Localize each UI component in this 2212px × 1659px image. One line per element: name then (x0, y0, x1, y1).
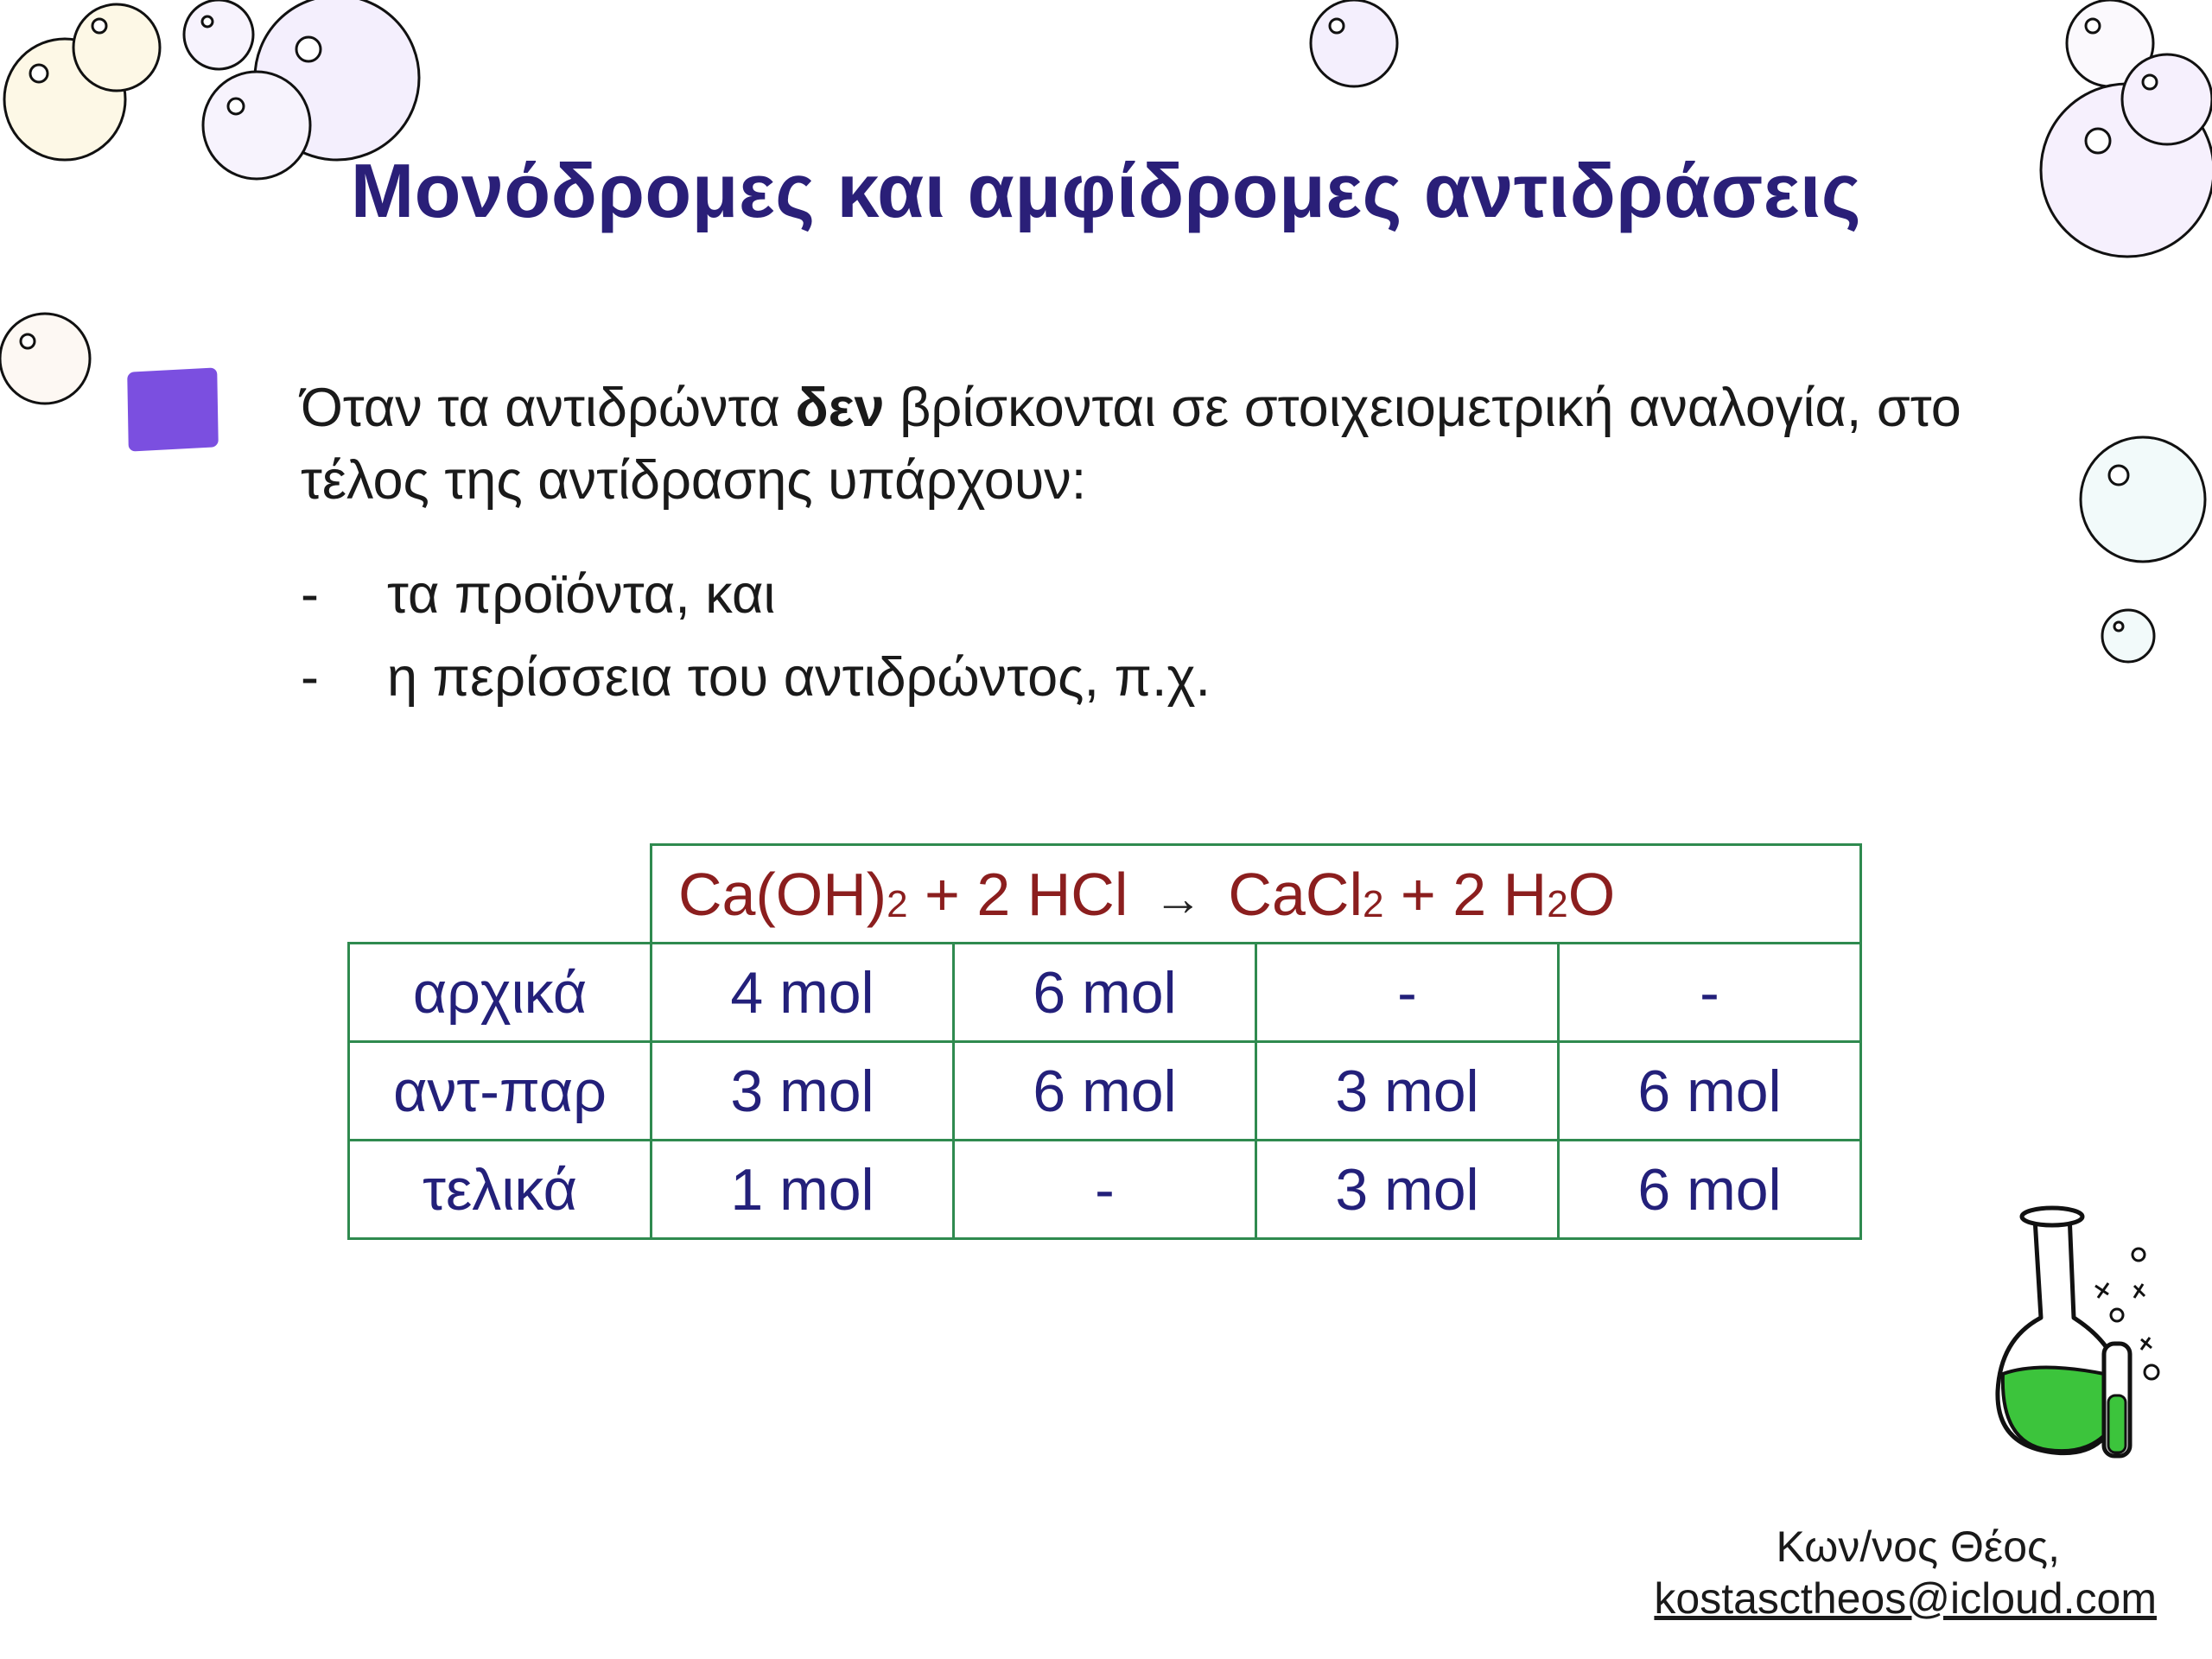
reactant-1: Ca(OH) (678, 860, 887, 928)
list-dash: - (301, 647, 319, 708)
row-label: αντ-παρ (349, 1042, 652, 1141)
table-cell: - (1256, 944, 1559, 1042)
table-cell: - (1559, 944, 1861, 1042)
author-email-link[interactable]: kostasctheos@icloud.com (1654, 1574, 2157, 1623)
table-cell: 6 mol (954, 944, 1256, 1042)
row-label: τελικά (349, 1141, 652, 1239)
reaction-equation (652, 845, 1861, 944)
table-cell: 6 mol (1559, 1141, 1861, 1239)
paragraph-bold-word: δεν (795, 378, 885, 438)
product-2-end: O (1567, 860, 1616, 928)
paragraph-text-start: Όταν τα αντιδρώντα (301, 378, 796, 438)
table-cell: 3 mol (1256, 1042, 1559, 1141)
product-1-subscript: 2 (1363, 882, 1384, 925)
product-2: + 2 H (1383, 860, 1548, 928)
table-cell: 3 mol (652, 1042, 954, 1141)
table-cell: 3 mol (1256, 1141, 1559, 1239)
paragraph-text-end: βρίσκονται σε στοιχειομετρική αναλογία, στο τέλος της αντίδρασης υπάρχουν: (301, 378, 1961, 511)
product-1: CaCl (1228, 860, 1363, 928)
reactant-1-subscript: 2 (887, 882, 908, 925)
reaction-arrow-icon: → (1154, 870, 1203, 925)
table-cell: 6 mol (1559, 1042, 1861, 1141)
intro-paragraph (301, 372, 2029, 517)
equation-row (349, 845, 1861, 944)
list-item-text: η περίσσεια του αντιδρώντος, π.χ. (387, 647, 1211, 708)
table-row (349, 1042, 1861, 1141)
product-2-subscript: 2 (1547, 882, 1568, 925)
table-cell: 4 mol (652, 944, 954, 1042)
bullet-square (127, 367, 219, 451)
row-label: αρχικά (349, 944, 652, 1042)
empty-corner-cell (349, 845, 652, 944)
list-item-text: τα προϊόντα, και (387, 564, 776, 625)
flask-icon (1987, 1201, 2177, 1486)
author-credit (1654, 1521, 2157, 1624)
table-cell: 6 mol (954, 1042, 1256, 1141)
table-cell: 1 mol (652, 1141, 954, 1239)
table-cell: - (954, 1141, 1256, 1239)
stoichiometry-table (347, 843, 1862, 1240)
list-item (301, 553, 1211, 636)
list-item (301, 636, 1211, 719)
result-list (301, 553, 1211, 719)
reactant-2: + 2 HCl (907, 860, 1128, 928)
table-row (349, 944, 1861, 1042)
author-name: Κων/νος Θέος, (1776, 1522, 2060, 1571)
slide-title: Μονόδρομες και αμφίδρομες αντιδράσεις (350, 148, 1862, 233)
list-dash: - (301, 564, 319, 625)
table-row (349, 1141, 1861, 1239)
